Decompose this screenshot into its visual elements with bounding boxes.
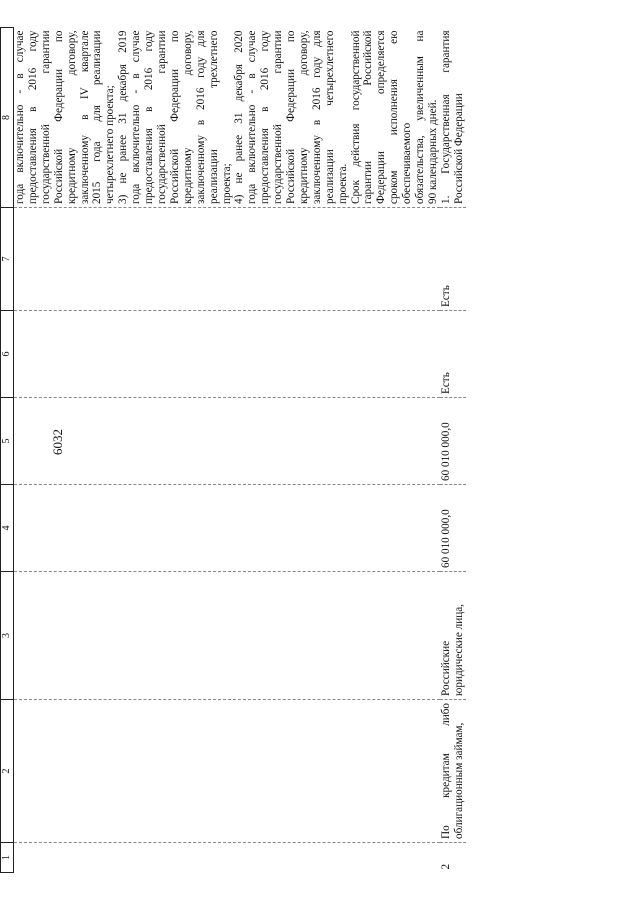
text-line: Срок действия государственной [349, 30, 362, 204]
column-header-4: 4 [1, 485, 14, 572]
text-line: кредитному договору, [65, 30, 78, 204]
column-header-5: 5 [1, 398, 14, 485]
text-line: года включительно - в случае [14, 30, 26, 204]
column-number-row [1, 28, 14, 873]
text-line: 3) не ранее 31 декабря 2019 [117, 30, 130, 204]
table-row-2 [440, 28, 466, 873]
text-line: государственной гарантии [155, 30, 168, 204]
text-line: четырехлетнего проекта; [104, 85, 117, 204]
text-line: кредитному договору, [297, 30, 310, 204]
text-line: предоставления в 2016 году [26, 30, 39, 204]
text-line: реализации четырехлетнего [323, 30, 336, 204]
continued-conditions-cell [14, 28, 440, 208]
text-line: заключенному в 2016 году для [194, 30, 207, 204]
text-line: Российской Федерации по [168, 30, 181, 204]
max-amount-cell: 60 010 000,0 [440, 398, 466, 485]
column-header-3: 3 [1, 572, 14, 700]
text-line: предоставления в 2016 году [259, 30, 272, 204]
text-line: Российской Федерации по [285, 30, 298, 204]
text-line: 90 календарных дней. [427, 99, 439, 204]
rotated-table-container [0, 28, 590, 873]
text-line: гарантии Российской [362, 30, 375, 204]
text-line: 4) не ранее 31 декабря 2020 [233, 30, 246, 204]
regress-cell: Есть [440, 311, 466, 398]
text-line: 2015 года для реализации [91, 30, 104, 204]
text-line: кредитному договору, [181, 30, 194, 204]
text-line: заключенному в IV квартале [78, 30, 91, 204]
principal-cell: Российские юридические лица, [440, 572, 466, 700]
text-line: обязательства, увеличенным на [414, 30, 427, 204]
text-line: сроком исполнения ею [388, 30, 401, 204]
text-line: государственной гарантии [272, 30, 285, 204]
column-header-2: 2 [1, 700, 14, 843]
page-number: 6032 [50, 429, 65, 455]
text-line: государственной гарантии [39, 30, 52, 204]
text-line: обеспечиваемого [401, 122, 414, 204]
conditions-cell: 1. Государственная гарантия Российской Федерации [440, 28, 466, 208]
text-line: предоставления в 2016 году [143, 30, 156, 204]
column-header-8: 8 [1, 28, 14, 208]
column-header-6: 6 [1, 311, 14, 398]
text-line: проекта. [336, 163, 349, 204]
guarantee-table [0, 27, 466, 873]
text-line: года включительно - в случае [246, 30, 259, 204]
text-line: Российской Федерации по [52, 30, 65, 204]
purpose-cell: По кредитам либо облигационным займам, [440, 700, 466, 843]
amount-cell: 60 010 000,0 [440, 485, 466, 572]
column-header-7: 7 [1, 208, 14, 311]
continued-row [14, 28, 440, 873]
text-line: заключенному в 2016 году для [310, 30, 323, 204]
column-header-1: 1 [1, 843, 14, 873]
text-line: реализации трехлетнего [207, 30, 220, 204]
row-number: 2 [440, 843, 466, 873]
analysis-cell: Есть [440, 208, 466, 311]
text-line: проекта; [220, 163, 233, 204]
text-line: года включительно - в случае [130, 30, 143, 204]
text-line: Федерации определяется [375, 30, 388, 204]
